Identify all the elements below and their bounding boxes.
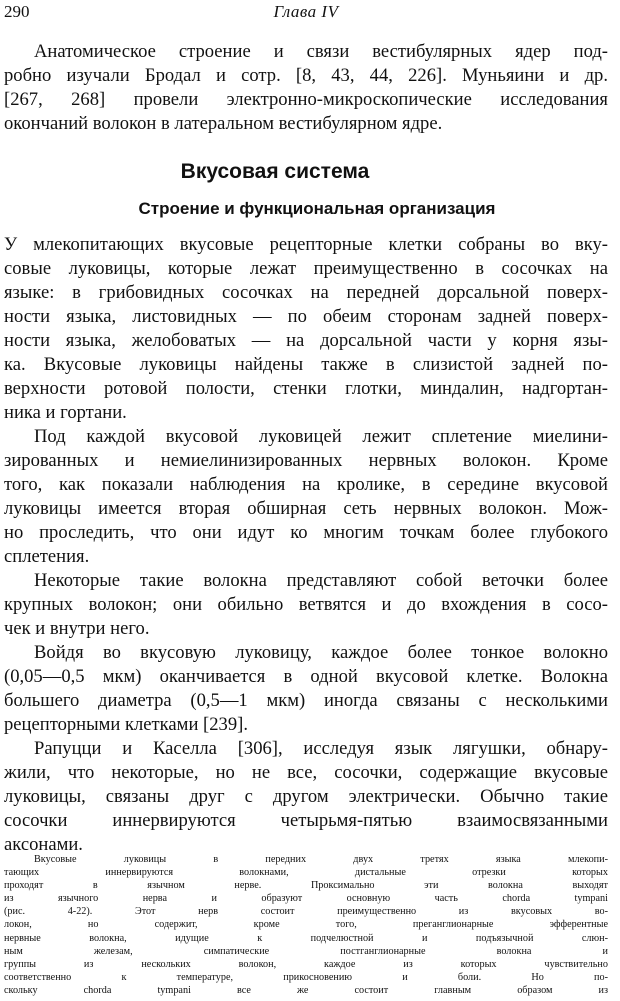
text-line: того, как показали наблюдения на кролике, в середине вкусовой: [4, 474, 608, 495]
text-line: чек и внутри него.: [4, 618, 150, 639]
page-number: 290: [4, 2, 30, 21]
text-line: окончаний волокон в латеральном вестибулярном ядре.: [4, 113, 443, 134]
text-line: Анатомическое строение и связи вестибулярных ядер под-: [34, 41, 608, 62]
text-line: робно изучали Бродал и сотр. [8, 43, 44, 226]. Муньяини и др.: [4, 65, 608, 86]
text-line: скольку chorda tympani все же состоит главным образом из: [4, 984, 608, 996]
subsection-title: Строение и функциональная организация: [138, 199, 496, 218]
text-line: из язычного нерва и образуют основную часть chorda tympani: [4, 893, 608, 905]
text-line: сплетения.: [4, 546, 90, 567]
text-line: языке: в грибовидных сосочках на передней дорсальной поверх-: [4, 282, 608, 303]
text-line: верхности ротовой полости, стенки глотки, миндалин, надгортан-: [4, 378, 608, 399]
text-line: (рис. 4-22). Этот нерв состоит преимущественно из вкусовых во-: [4, 906, 608, 918]
text-line: ника и гортани.: [4, 402, 127, 423]
section-title: Вкусовая система: [180, 160, 370, 183]
text-line: но проследить, что они идут ко многим точкам более глубокого: [4, 522, 608, 543]
text-line: Войдя во вкусовую луковицу, каждое более тонкое волокно: [34, 642, 608, 663]
text-line: У млекопитающих вкусовые рецепторные клетки собраны во вку-: [4, 234, 608, 255]
text-line: совые луковицы, которые лежат преимущественно в сосочках на: [4, 258, 608, 279]
text-line: сосочки иннервируются четырьмя-пятью взаимосвязанными: [4, 810, 608, 831]
text-line: группы из нескольких волокон, каждое из которых чувствительно: [4, 958, 608, 970]
text-line: ка. Вкусовые луковицы найдены также в слизистой задней по-: [4, 354, 608, 375]
text-line: тающих иннервируются волокнами, дистальные отрезки которых: [4, 867, 608, 879]
text-line: луковицы имеется вторая обширная сеть нервных волокон. Мож-: [4, 498, 608, 519]
text-line: соответственно к температуре, прикосновению и боли. Но по-: [4, 971, 608, 983]
text-line: Вкусовые луковицы в передних двух третях языка млекопи-: [34, 854, 608, 865]
text-line: рецепторными клетками [239].: [4, 714, 248, 735]
text-line: (0,05—0,5 мкм) оканчивается в одной вкусовой клетке. Волокна: [4, 666, 608, 687]
text-line: ности языка, листовидных — по обеим сторонам задней поверх-: [4, 306, 608, 327]
page-header: [4, 2, 608, 24]
text-line: ным железам, симпатические постганглионарные волокна и: [4, 945, 608, 957]
text-line: луковицы, связаны друг с другом электрически. Обычно такие: [4, 786, 608, 807]
text-line: жили, что некоторые, но не все, сосочки, содержащие вкусовые: [4, 762, 608, 783]
text-line: Некоторые такие волокна представляют собой веточки более: [34, 570, 608, 591]
text-line: аксонами.: [4, 834, 83, 855]
text-line: крупных волокон; они обильно ветвятся и до вхождения в сосо-: [4, 594, 608, 615]
text-line: локон, но содержит, кроме того, преганглионарные эфферентные: [4, 919, 608, 931]
text-line: зированных и немиелинизированных нервных волокон. Кроме: [4, 450, 608, 471]
text-line: большего диаметра (0,5—1 мкм) иногда связаны с несколькими: [4, 690, 608, 711]
text-line: Рапуцци и Каселла [306], исследуя язык лягушки, обнару-: [34, 738, 608, 759]
text-line: [267, 268] провели электронно-микроскопические исследования: [4, 89, 608, 110]
text-line: нервные волокна, идущие к подчелюстной и подъязычной слюн-: [4, 932, 608, 944]
running-head: Глава IV: [273, 2, 339, 21]
text-line: ности языка, желобоватых — на дорсальной части у корня язы-: [4, 330, 608, 351]
text-line: Под каждой вкусовой луковицей лежит сплетение миелини-: [34, 426, 608, 447]
text-line: проходят в язычном нерве. Проксимально эти волокна выходят: [4, 880, 608, 892]
